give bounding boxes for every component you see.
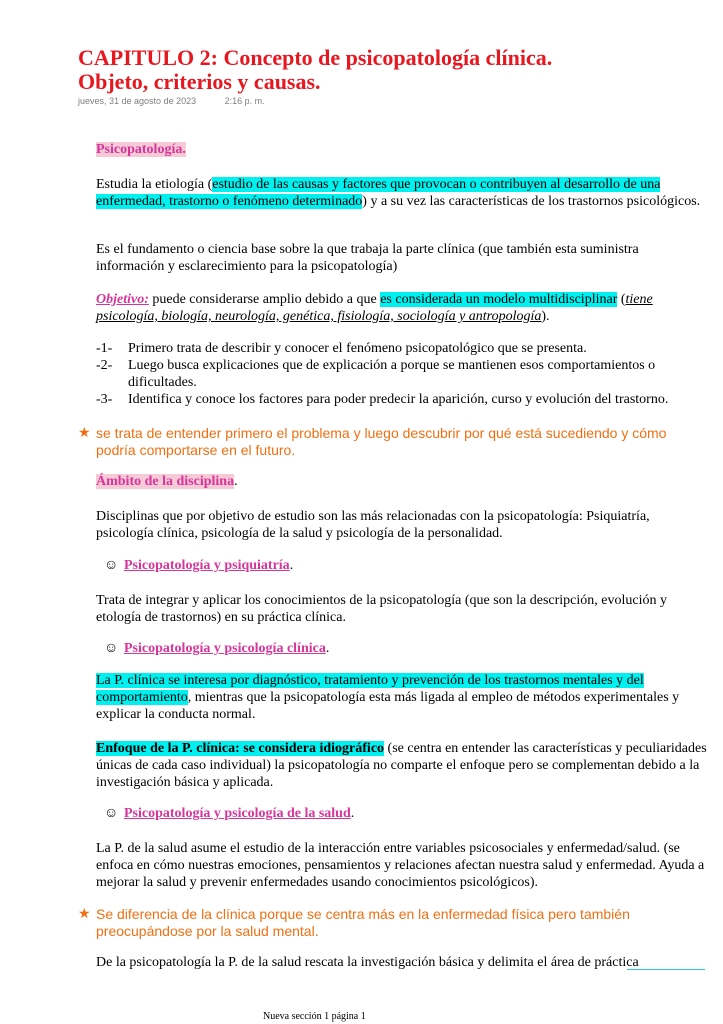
smiley-icon: ☺ [104,558,119,573]
text: . [325,641,330,656]
paragraph-rescata: De la psicopatología la P. de la salud rescata la investigación básica y delimita el área de práctica [96,955,639,970]
text: puede considerarse amplio debido a que [148,292,381,307]
section-heading-psicopatologia [96,141,710,158]
list-number: -1- [96,341,113,356]
paragraph-enfoque [96,740,710,791]
paragraph-disciplinas: Disciplinas que por objetivo de estudio son las más relacionadas con la psicopatología: Psiquiatría, psicología clínica, psicología de la salud y psicología de la personalidad. [96,509,650,541]
numbered-list [96,340,710,408]
paragraph-salud: La P. de la salud asume el estudio de la interacción entre variables psicosociales y enfermedad/salud. (se enfoca en cómo nuestras emociones, pensamientos y relaciones afectan nuestra salud y enfermedad. Ayuda a mejorar la salud y prevenir enfermedades usando conocimientos psicológicos). [96,841,705,890]
paragraph-objetivo [96,291,710,325]
text: , mientras que la psicopatología esta más ligada al empleo de métodos experimentales y explicar la conducta normal. [96,690,680,722]
list-text: Identifica y conoce los factores para poder predecir la aparición, curso y evolución del trastorno. [128,392,669,407]
list-number: -3- [96,392,113,407]
smiley-icon: ☺ [104,806,119,821]
smiley-icon: ☺ [104,641,119,656]
text: Estudia la etiología ( [96,177,213,192]
note-text: Se diferencia de la clínica porque se centra más en la enfermedad física pero también preocupándose por la salud mental. [96,906,630,939]
subheading-psicologia-clinica [104,640,329,657]
text: ) y a su vez las características de los trastornos psicológicos. [362,194,701,209]
page-title: CAPITULO 2: Concepto de psicopatología clínica. Objeto, criterios y causas. [78,45,553,94]
page-meta [78,96,265,106]
highlighted-text: La P. clínica se interesa por diagnóstico, tratamiento y prevención de los trastornos mentales y del comportamiento [96,673,644,705]
objetivo-label: Objetivo: [96,292,149,307]
list-item [96,357,710,391]
star-icon: ★ [78,907,91,922]
note-text: se trata de entender primero el problema y luego descubrir por qué está sucediendo y cómo podría comportarse en el futuro. [96,425,667,458]
list-item [96,340,710,357]
text: (se centra en entender las características y peculiaridades únicas de cada caso individual) la psicopatología no comparte el enfoque pero se complementan debido a la investigación básica y aplicada. [96,741,707,790]
paragraph-etiologia [96,176,710,210]
subheading-label: Psicopatología y psicología de la salud [124,806,351,821]
text: . [234,474,238,489]
list-item [96,391,710,408]
star-icon: ★ [78,426,91,441]
list-text: Luego busca explicaciones que de explicación a porque se mantienen esos comportamientos o dificultades. [128,358,656,390]
highlighted-text: es considerada un modelo multidisciplinar [380,292,618,307]
text: . [289,558,294,573]
paragraph-clinica [96,672,710,723]
paragraph-fundamento: Es el fundamento o ciencia base sobre la que trabaja la parte clínica (que también esta suministra información y esclarecimiento para la psicopatología) [96,242,639,274]
subheading-psiquiatria [104,557,293,574]
paragraph-integrar: Trata de integrar y aplicar los conocimientos de la psicopatología (que son la descripción, evolución y etología de trastornos) en su práctica clínica. [96,593,667,625]
highlighted-text: Enfoque de la P. clínica: se considera idiográfico [96,741,385,756]
subheading-psicologia-salud [104,805,354,822]
subheading-label: Psicopatología y psicología clínica [124,641,326,656]
text: ). [541,309,550,324]
underline-mark [627,969,705,970]
heading-text: Ámbito de la disciplina [96,474,235,489]
section-heading-ambito [96,473,710,490]
page-footer: Nueva sección 1 página 1 [263,1011,366,1022]
italic-text: tiene psicología, biología, neurología, genética, fisiología, sociología y antropología [96,292,653,324]
page-time: 2:16 p. m. [224,96,265,106]
list-text: Primero trata de describir y conocer el fenómeno psicopatológico que se presenta. [128,341,587,356]
highlighted-text: estudio de las causas y factores que provocan o contribuyen al desarrollo de una enfermedad, trastorno o fenómeno determinado [96,177,661,209]
text: ( [617,292,626,307]
heading-text: Psicopatología. [96,142,186,157]
list-number: -2- [96,358,113,373]
page-date: jueves, 31 de agosto de 2023 [78,96,197,106]
subheading-label: Psicopatología y psiquiatría [124,558,290,573]
text: . [350,806,355,821]
